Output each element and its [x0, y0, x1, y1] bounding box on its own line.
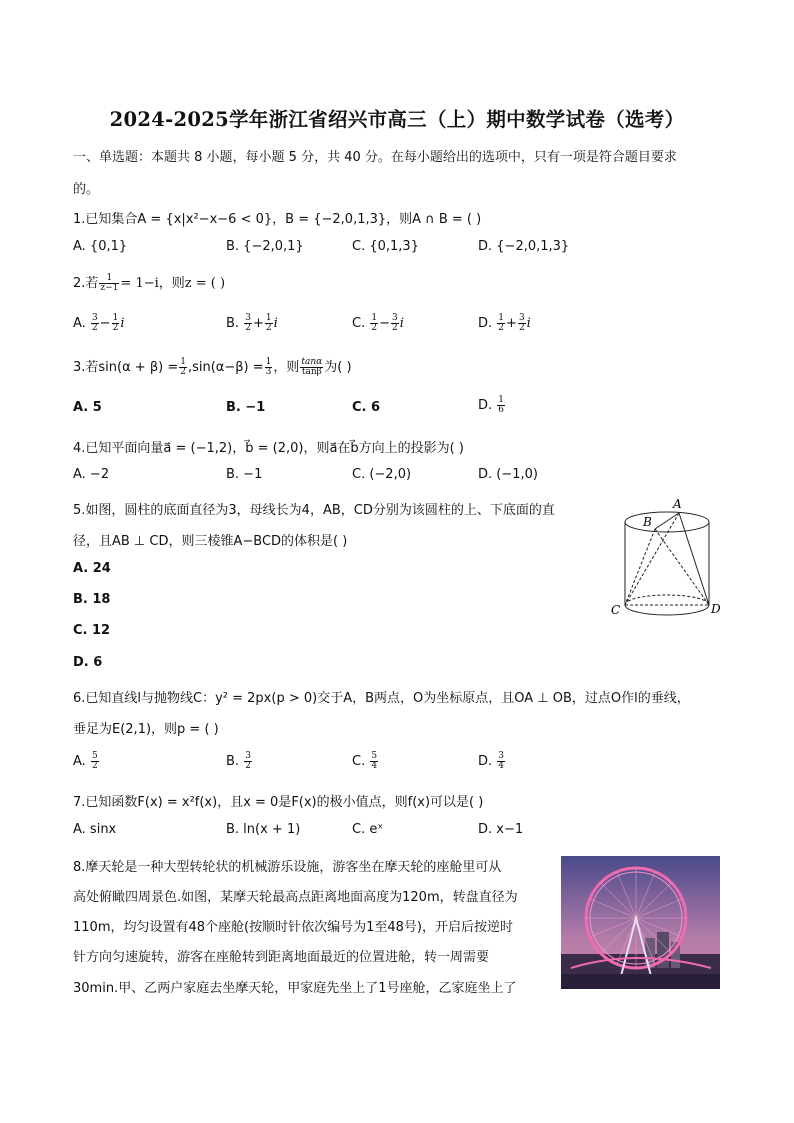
- question-7: 7.已知函数F(x) = x²f(x)，且x = 0是F(x)的极小值点，则f(x)可以是( ): [73, 795, 484, 810]
- q1-option-c: C. {0,1,3}: [352, 239, 419, 254]
- label-a: A: [673, 497, 682, 511]
- q5-option-c: C. 12: [73, 623, 111, 638]
- segment-bc: [625, 529, 655, 605]
- q3-option-a: A. 5: [73, 400, 102, 415]
- question-6-line1: 6.已知直线l与抛物线C：y² = 2px(p > 0)交于A，B两点，O为坐标原点，且OA ⊥ OB，过点O作l的垂线，: [73, 691, 690, 706]
- q4-option-b: B. −1: [226, 467, 263, 482]
- q2-option-b: B. $\frac{3}{2}$ + $\frac{1}{2}$ i: [226, 313, 278, 333]
- q6-option-c: C. $\frac{5}{4}$: [352, 751, 378, 771]
- q7-option-c: C. eˣ: [352, 822, 384, 837]
- question-5-line1: 5.如图，圆柱的底面直径为3，母线长为4，AB，CD分别为该圆柱的上、下底面的直: [73, 503, 555, 518]
- question-8-line3: 110m，均匀设置有48个座舱(按顺时针依次编号为1至48号)，开启后按逆时: [73, 920, 513, 935]
- label-d: D: [711, 602, 721, 616]
- segment-ab: [655, 513, 679, 529]
- q1-option-a: A. {0,1}: [73, 239, 128, 254]
- question-3: 3.若sin(α + β) = $\frac{1}{2}$ ,sin(α−β) = $\frac{1}{3}$ ，则 $\frac{\tan\alpha}{\tan\beta}$ 为( ): [73, 357, 352, 377]
- q5-option-a: A. 24: [73, 561, 111, 576]
- label-b: B: [643, 515, 652, 529]
- q1-option-d: D. {−2,0,1,3}: [478, 239, 570, 254]
- q2-option-a: A. $\frac{3}{2}$ − $\frac{1}{2}$ i: [73, 313, 125, 333]
- question-8-line1: 8.摩天轮是一种大型转轮状的机械游乐设施，游客坐在摩天轮的座舱里可从: [73, 860, 502, 875]
- cylinder-top-ellipse: [625, 512, 709, 532]
- page-title: 2024-2025学年浙江省绍兴市高三（上）期中数学试卷（选考）: [109, 108, 685, 131]
- q6-option-d: D. $\frac{3}{4}$: [478, 751, 505, 771]
- q5-option-d: D. 6: [73, 655, 103, 670]
- question-2: 2.若 $\frac{1}{z-1}$ = 1−i，则z = ( ): [73, 273, 226, 293]
- ferris-wheel-photo: [561, 856, 720, 989]
- q1-option-b: B. {−2,0,1}: [226, 239, 304, 254]
- question-6-line2: 垂足为E(2,1)，则p = ( ): [73, 722, 219, 737]
- section-instructions-line1: 一、单选题：本题共 8 小题，每小题 5 分，共 40 分。在每小题给出的选项中，只有一项是符合题目要求: [73, 150, 677, 165]
- q2-option-c: C. $\frac{1}{2}$ − $\frac{3}{2}$ i: [352, 313, 404, 333]
- q4-option-a: A. −2: [73, 467, 110, 482]
- photo-water: [561, 974, 720, 989]
- cylinder-bottom-back: [625, 595, 709, 605]
- question-8-line5: 30min.甲、乙两户家庭去坐摩天轮，甲家庭先坐上了1号座舱，乙家庭坐上了: [73, 981, 517, 996]
- q3-option-c: C. 6: [352, 400, 381, 415]
- q7-option-b: B. ln(x + 1): [226, 822, 301, 837]
- q6-option-b: B. $\frac{3}{2}$: [226, 751, 251, 771]
- question-8-line2: 高处俯瞰四周景色.如图，某摩天轮最高点距离地面高度为120m，转盘直径为: [73, 890, 518, 905]
- question-4: 4.已知平面向量a⃗ = (−1,2)，b⃗ = (2,0)，则a⃗在b⃗方向上的投影为( ): [73, 441, 464, 456]
- q7-option-d: D. x−1: [478, 822, 524, 837]
- q5-option-b: B. 18: [73, 592, 111, 607]
- q6-option-a: A. $\frac{5}{2}$: [73, 751, 98, 771]
- label-c: C: [611, 603, 621, 617]
- q4-option-c: C. (−2,0): [352, 467, 412, 482]
- q2-option-d: D. $\frac{1}{2}$ + $\frac{3}{2}$ i: [478, 313, 531, 333]
- section-instructions-line2: 的。: [73, 182, 100, 197]
- q3-option-d: D. $\frac{1}{6}$: [478, 395, 505, 415]
- segment-ac: [625, 513, 679, 605]
- cylinder-figure: [605, 492, 730, 622]
- q3-option-b: B. −1: [226, 400, 266, 415]
- question-5-line2: 径，且AB ⊥ CD，则三棱锥A−BCD的体积是( ): [73, 534, 348, 549]
- q4-option-d: D. (−1,0): [478, 467, 538, 482]
- question-1: 1.已知集合A = {x|x²−x−6 < 0}，B = {−2,0,1,3}，则A ∩ B = ( ): [73, 212, 482, 227]
- question-8-line4: 针方向匀速旋转，游客在座舱转到距离地面最近的位置进舱，转一周需要: [73, 950, 490, 965]
- q7-option-a: A. sinx: [73, 822, 117, 837]
- cylinder-bottom-front: [625, 605, 709, 615]
